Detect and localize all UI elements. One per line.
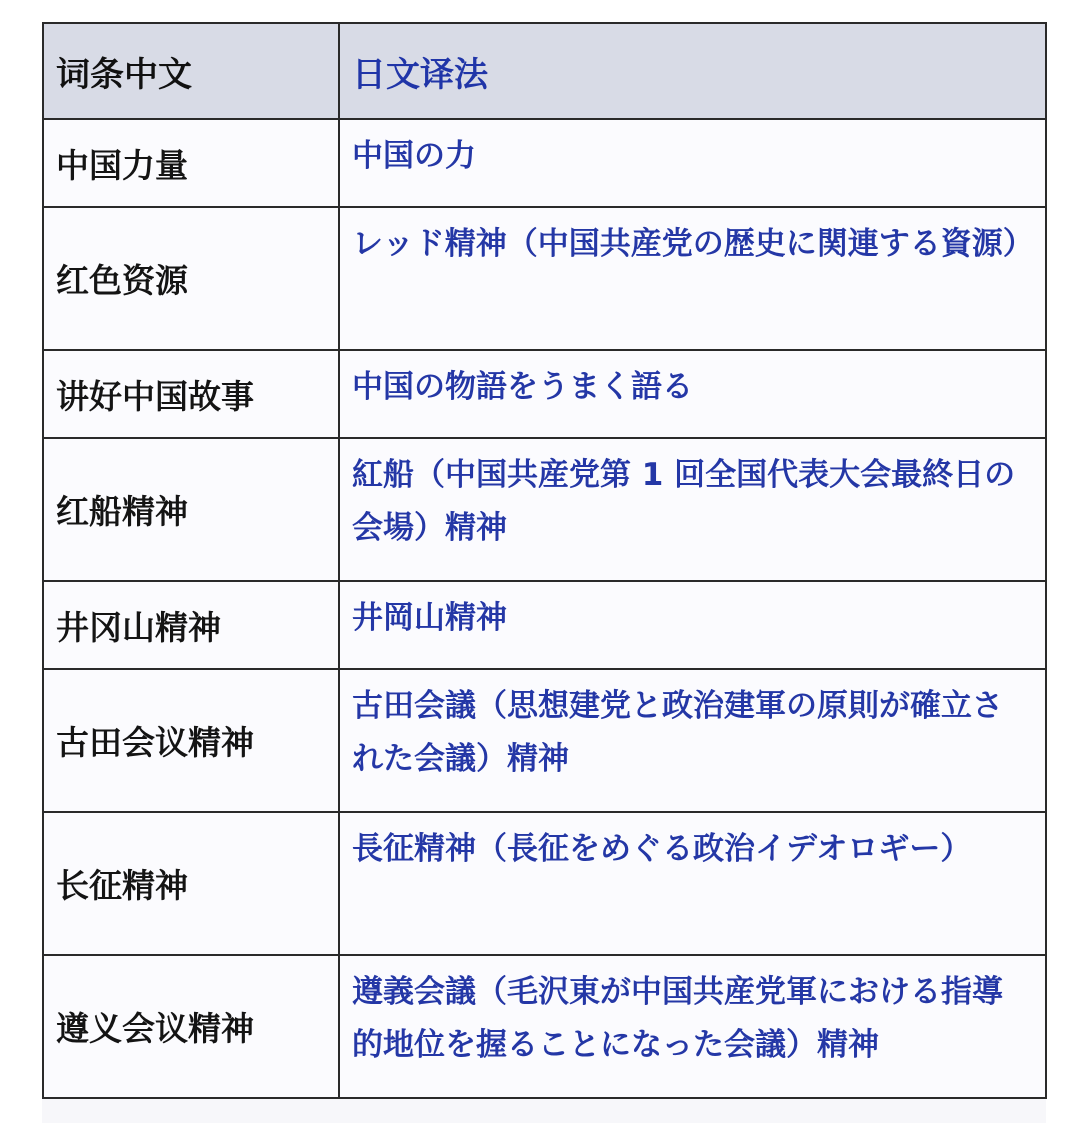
japanese-translation-cell: 長征精神（長征をめぐる政治イデオロギー）	[339, 812, 1046, 955]
table-row	[43, 812, 1046, 955]
table-row	[43, 438, 1046, 581]
chinese-term-cell: 长征精神	[43, 812, 339, 955]
japanese-translation-cell: 古田会議（思想建党と政治建軍の原則が確立された会議）精神	[339, 669, 1046, 812]
chinese-term-cell: 讲好中国故事	[43, 350, 339, 438]
japanese-translation-cell: レッド精神（中国共産党の歴史に関連する資源）	[339, 207, 1046, 350]
chinese-term-cell: 遵义会议精神	[43, 955, 339, 1098]
table-row	[43, 350, 1046, 438]
table-row	[43, 207, 1046, 350]
table-row	[43, 669, 1046, 812]
table-row	[43, 119, 1046, 207]
chinese-term-cell: 红船精神	[43, 438, 339, 581]
translation-table	[42, 22, 1047, 1099]
japanese-translation-cell: 遵義会議（毛沢東が中国共産党軍における指導的地位を握ることになった会議）精神	[339, 955, 1046, 1098]
table-header-row	[43, 23, 1046, 119]
chinese-term-cell: 古田会议精神	[43, 669, 339, 812]
japanese-translation-cell: 中国の力	[339, 119, 1046, 207]
japanese-translation-cell: 中国の物語をうまく語る	[339, 350, 1046, 438]
japanese-translation-cell: 紅船（中国共産党第 1 回全国代表大会最終日の会場）精神	[339, 438, 1046, 581]
chinese-term-cell: 井冈山精神	[43, 581, 339, 669]
table-row	[43, 955, 1046, 1098]
chinese-term-cell: 中国力量	[43, 119, 339, 207]
header-japanese-translation: 日文译法	[339, 23, 1046, 119]
japanese-translation-cell: 井岡山精神	[339, 581, 1046, 669]
table-row	[43, 581, 1046, 669]
header-chinese-term: 词条中文	[43, 23, 339, 119]
chinese-term-cell: 红色资源	[43, 207, 339, 350]
